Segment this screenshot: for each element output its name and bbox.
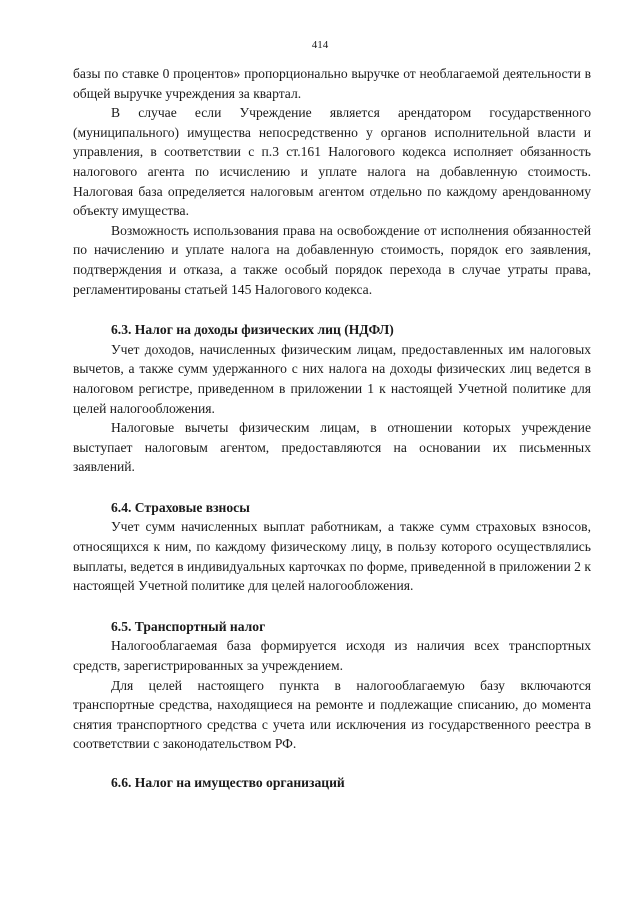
section-heading-6-3: 6.3. Налог на доходы физических лиц (НДФЛ) bbox=[111, 322, 394, 338]
paragraph-ndfl-register: Учет доходов, начисленных физическим лицам, предоставленных им налоговых вычетов, а также сумм удержанного с них налога на доходы физических лиц ведется в налоговом регистре, приведенном в приложении 1 к настоящей Учетной политике для целей налогообложения. bbox=[73, 341, 591, 416]
paragraph-vat-exemption: Возможность использования права на освобождение от исполнения обязанностей по начислению и уплате налога на добавленную стоимость, порядок его заявления, подтверждения и отказа, а также особый порядок перехода в случае утраты права, регламентированы статьей 145 Налогового кодекса. bbox=[73, 222, 591, 297]
section-heading-6-4: 6.4. Страховые взносы bbox=[111, 499, 250, 515]
section-gap bbox=[73, 477, 591, 498]
paragraph-vat-base-continuation: базы по ставке 0 процентов» пропорционально выручке от необлагаемой деятельности в общей выручке учреждения за квартал. bbox=[73, 66, 591, 101]
section-gap bbox=[73, 299, 591, 320]
section-heading-6-6: 6.6. Налог на имущество организаций bbox=[111, 775, 345, 790]
document-body bbox=[73, 64, 591, 793]
section-heading-6-5: 6.5. Транспортный налог bbox=[111, 618, 266, 634]
paragraph-ndfl-deductions: Налоговые вычеты физическим лицам, в отношении которых учреждение выступает налоговым агентом, предоставляются на основании их письменных заявлений. bbox=[73, 420, 591, 475]
paragraph-vat-tax-agent: В случае если Учреждение является арендатором государственного (муниципального) имущества непосредственно у органов исполнительной власти и управления, в соответствии с п.3 ст.161 Налогового кодекса исполняет обязанность налогового агента по исчислению и уплате налога на добавленную стоимость. Налоговая база определяется налоговым агентом отдельно по каждому арендованному объекту имущества. bbox=[73, 105, 591, 219]
section-gap bbox=[73, 596, 591, 617]
section-gap bbox=[73, 754, 591, 773]
paragraph-transport-tax-base: Налогооблагаемая база формируется исходя из наличия всех транспортных средств, зарегистрированных за учреждением. bbox=[73, 638, 591, 674]
page-number: 414 bbox=[311, 39, 329, 51]
paragraph-insurance-contributions: Учет сумм начисленных выплат работникам, а также сумм страховых взносов, относящихся к ним, по каждому физическому лицу, в пользу которого осуществлялись выплаты, ведется в индивидуальных карточках по форме, приведенной в приложении 2 к настоящей Учетной политике для целей налогообложения. bbox=[73, 519, 591, 594]
paragraph-transport-tax-inclusion: Для целей настоящего пункта в налогооблагаемую базу включаются транспортные средства, находящиеся на ремонте и подлежащие списанию, до момента снятия транспортного средства с учета или исключения из государственного реестра в соответствии с законодательством РФ. bbox=[73, 677, 591, 752]
